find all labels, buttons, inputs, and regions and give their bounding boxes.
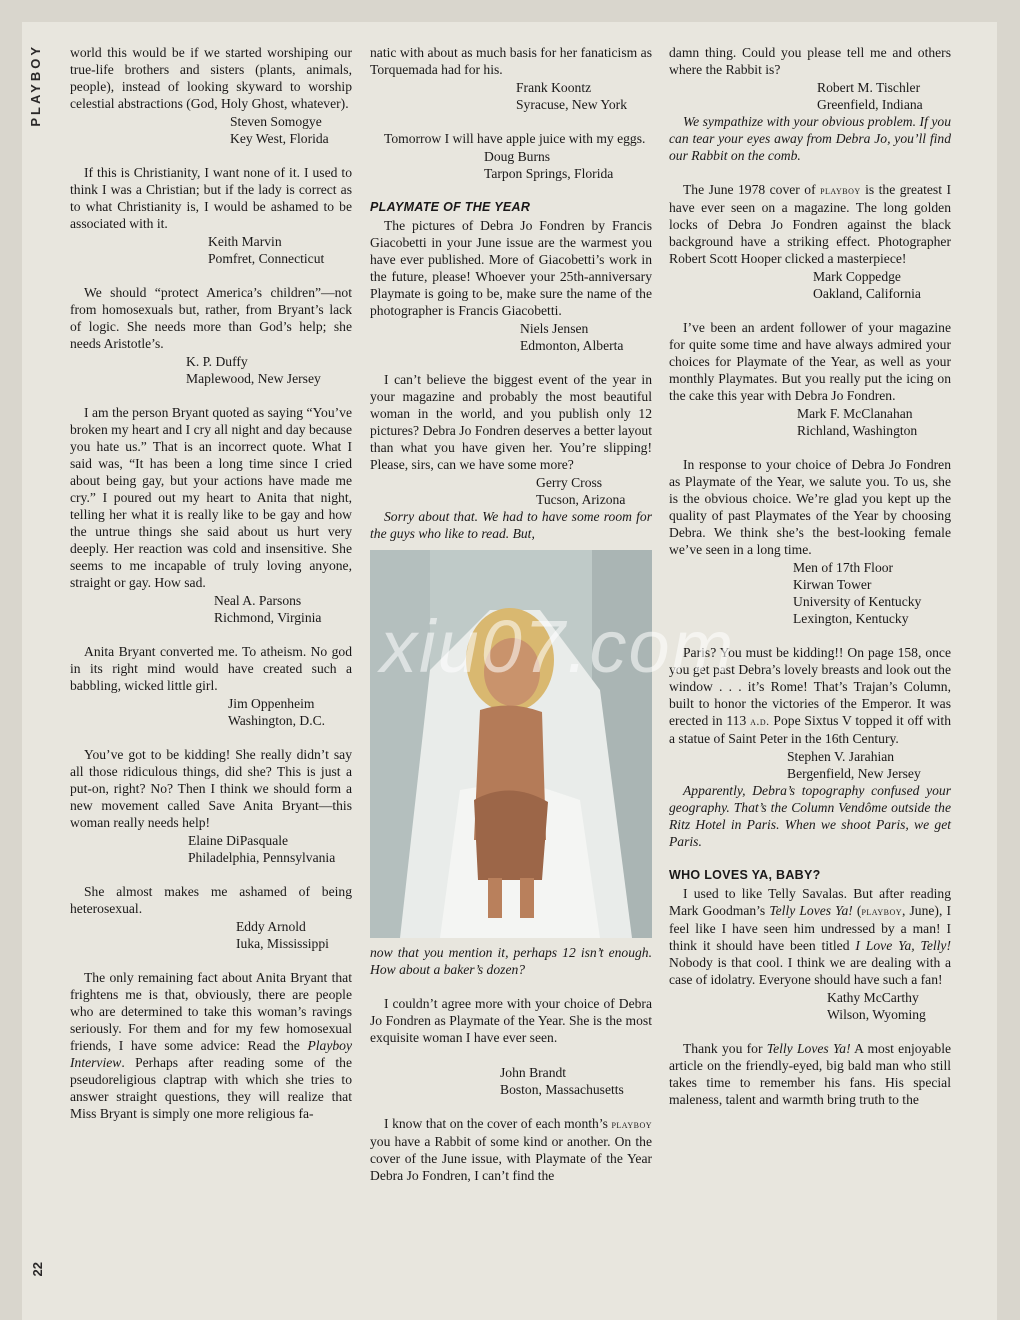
letter-text: I’ve been an ardent follower of your magazine for quite some time and have always admired your choices for Playmate of the Year, as well as your monthly Playmates. But you really put the icing on the cake this year with Debra Jo Fondren. (669, 320, 951, 403)
letter-text: Thank you for Telly Loves Ya! A most enjoyable article on the friendly-eyed, big bald man who still takes time to remember his fans. His special maleness, talent and warmth bring truth to the (669, 1041, 952, 1107)
letter-signature: Eddy Arnold Iuka, Mississippi (236, 919, 329, 951)
letter-text: Anita Bryant converted me. To atheism. No god in its right mind would have created such a babbling, wicked little girl. (70, 644, 352, 693)
letter-text: The only remaining fact about Anita Bryant that frightens me is that, obviously, there are people who are determined to take this woman’s ravings seriously. For them and for my few homosexual friends, I have some advice: Read the Playboy Interview. Perhaps after reading some of the pseudoreligious claptrap with which she tries to answer straight questions, they will realize that Miss Bryant is simply one more religious fa- (70, 970, 352, 1121)
section-heading: WHO LOVES YA, BABY? (669, 868, 821, 882)
letter-signature: Robert M. Tischler Greenfield, Indiana (817, 80, 923, 112)
editor-reply: Sorry about that. We had to have some room for the guys who like to read. But, (370, 509, 652, 541)
letter-text: I couldn’t agree more with your choice of Debra Jo Fondren as Playmate of the Year. She is the most exquisite woman I have ever seen. (370, 996, 652, 1045)
letter-signature: Jim Oppenheim Washington, D.C. (228, 696, 326, 728)
letter-signature: Niels Jensen Edmonton, Alberta (520, 321, 624, 353)
letter-signature: John Brandt Boston, Massachusetts (500, 1065, 624, 1097)
letter-text: I know that on the cover of each month’s playboy you have a Rabbit of some kind or another. On the cover of the June issue, with Playmate of the Year Debra Jo Fondren, I can’t find the (370, 1116, 652, 1183)
letter-text: natic with about as much basis for her fanaticism as Torquemada had for his. (370, 45, 652, 77)
column-3 (669, 44, 951, 1108)
letter-signature: K. P. Duffy Maplewood, New Jersey (186, 354, 321, 386)
letter-signature: Kathy McCarthy Wilson, Wyoming (827, 990, 926, 1022)
letter-text: I am the person Bryant quoted as saying “You’ve broken my heart and I cry all night and day because you hate us.” That is an incorrect quote. What I said was, “It has been a long time since I cried about being gay, but your actions have made me cry.” I poured out my heart to Anita that night, telling her what it is really like to be gay and how the untrue things she said about us hurt very deeply. Her reaction was cold and insensitive. She seems to me incapable of truly loving anyone, straight or gay. How sad. (70, 405, 352, 590)
letter-signature: Doug Burns Tarpon Springs, Florida (484, 149, 614, 181)
letter-text: I used to like Telly Savalas. But after reading Mark Goodman’s Telly Loves Ya! (playboy, June), I feel like I have seen him undressed by a man! I think it should have been titled I Love Ya, Telly! Nobody is that cool. I think we are dealing with a case of idolatry. Everyone should have such a fan! (669, 886, 951, 987)
running-head: PLAYBOY (28, 44, 43, 127)
letter-signature: Stephen V. Jarahian Bergenfield, New Jersey (787, 749, 921, 781)
column-2 (370, 44, 652, 1184)
column-1 (70, 44, 352, 1122)
playmate-photo (370, 550, 652, 938)
editor-reply: Apparently, Debra’s topography confused your geography. That’s the Column Vendôme outside the Ritz Hotel in Paris. When we shoot Paris, we get Paris. (669, 783, 951, 849)
letter-text: damn thing. Could you please tell me and others where the Rabbit is? (669, 45, 951, 77)
letter-text: The June 1978 cover of playboy is the greatest I have ever seen on a magazine. The long golden locks of Debra Jo Fondren against the black background have a striking effect. Photographer Robert Scott Hooper clicked a masterpiece! (669, 182, 951, 266)
letter-signature: Frank Koontz Syracuse, New York (516, 80, 628, 112)
letter-text: The pictures of Debra Jo Fondren by Francis Giacobetti in your June issue are the warmest you have ever published. More of Giacobetti’s work in the future, please! Whoever your 25th-anniversary Playmate is going to be, make sure the name of the photographer is Francis Giacobetti. (370, 218, 652, 318)
letter-text: You’ve got to be kidding! She really didn’t say all those ridiculous things, did she? This is just a put-on, right? No? Then I think we should form a new movement called Save Anita Bryant—this woman really needs help! (70, 747, 352, 830)
letter-text: Paris? You must be kidding!! On page 158, once you get past Debra’s lovely breasts and look out the window . . . it’s Rome! That’s Trajan’s Column, built to honor the victories of the Emperor. It was erected in 113 a.d. Pope Sixtus V topped it off with a statue of Saint Peter in the 16th Century. (669, 645, 952, 746)
letter-text: Tomorrow I will have apple juice with my eggs. (384, 131, 646, 146)
letter-text: We should “protect America’s children”—not from homosexuals but, rather, from Bryant’s lack of logic. She needs more than God’s help; she needs Aristotle’s. (70, 285, 352, 351)
letter-text: world this would be if we started worshiping our true-life brothers and sisters (plants, animals, people), instead of looking skyward to worship celestial abstractions (God, Holy Ghost, whatever). (70, 45, 352, 111)
page-number: 22 (30, 1262, 45, 1277)
watermark: xiu07.com (380, 605, 736, 688)
letter-signature: Steven Somogye Key West, Florida (230, 114, 329, 146)
letter-text: She almost makes me ashamed of being heterosexual. (70, 884, 352, 916)
letter-signature: Keith Marvin Pomfret, Connecticut (208, 234, 325, 266)
letter-text: If this is Christianity, I want none of it. I used to think I was a Christian; but if the lady is correct as to what Christianity is, I would be ashamed to be associated with it. (70, 165, 352, 231)
letter-signature: Men of 17th Floor Kirwan Tower University of Kentucky Lexington, Kentucky (793, 560, 922, 626)
letter-signature: Gerry Cross Tucson, Arizona (536, 475, 626, 507)
editor-reply: now that you mention it, perhaps 12 isn’t enough. How about a baker’s dozen? (370, 945, 652, 977)
letter-signature: Elaine DiPasquale Philadelphia, Pennsylvania (188, 833, 336, 865)
letter-signature: Mark F. McClanahan Richland, Washington (797, 406, 918, 438)
letter-text: I can’t believe the biggest event of the year in your magazine and probably the most beautiful woman in the world, and you publish only 12 pictures? Debra Jo Fondren deserves a better layout than what you have given her. You’re slipping! Please, sirs, can we have some more? (370, 372, 652, 472)
editor-reply: We sympathize with your obvious problem. If you can tear your eyes away from Debra Jo, you’ll find our Rabbit on the comb. (669, 114, 951, 163)
letter-signature: Mark Coppedge Oakland, California (813, 269, 921, 301)
section-heading: PLAYMATE OF THE YEAR (370, 200, 531, 214)
letter-signature: Neal A. Parsons Richmond, Virginia (214, 593, 322, 625)
letter-text: In response to your choice of Debra Jo Fondren as Playmate of the Year, we salute you. To us, she is the obvious choice. We’re glad you kept up the quality of past Playmates of the Year by choosing Debra. We think she’s the best-looking female we’ve seen in a long time. (669, 457, 951, 557)
